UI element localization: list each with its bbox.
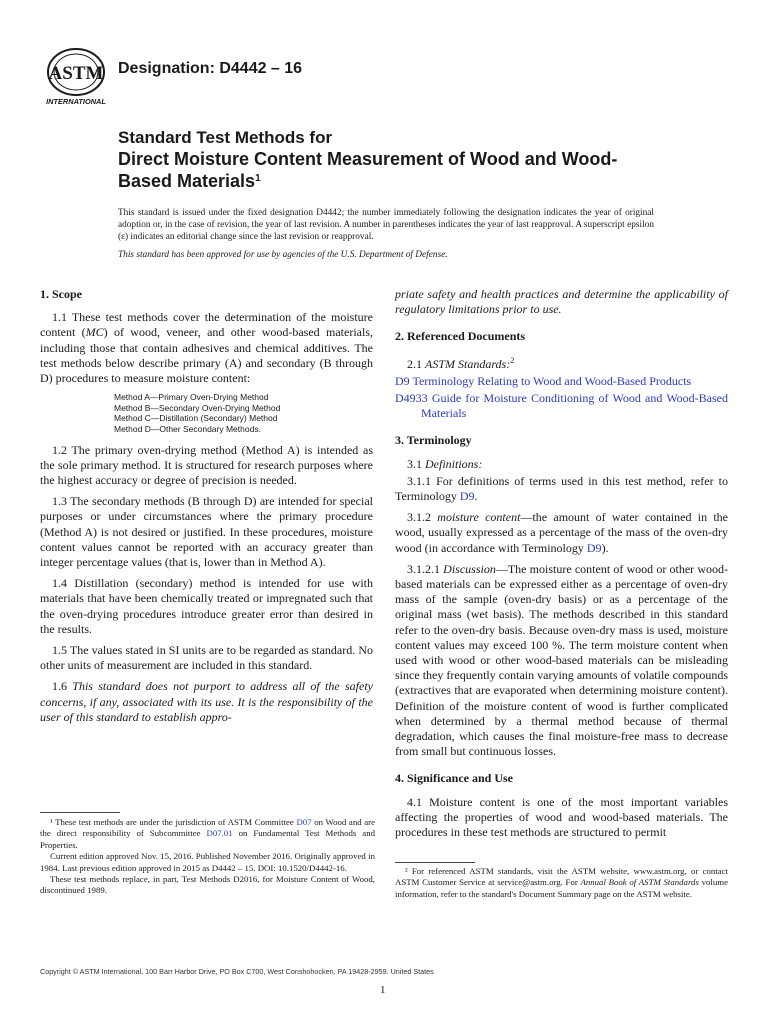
- paragraph-3-1-2: 3.1.2 moisture content—the amount of water contained in the wood, usually expressed as a percentage of the mass of the oven-dry wood (in accordance with Terminology D9).: [395, 510, 729, 555]
- footnote-rule: [40, 812, 120, 813]
- paragraph-1-6: 1.6 This standard does not purport to address all of the safety concerns, if any, associated with its use. It is the responsibility of the user of this standard to establish appro-: [40, 679, 373, 724]
- committee-link[interactable]: D07: [296, 817, 312, 827]
- section-heading-scope: 1. Scope: [40, 287, 82, 301]
- paragraph-3-1-1: 3.1.1 For definitions of terms used in this test method, refer to Terminology D9.: [395, 473, 728, 504]
- page-number: 1: [380, 984, 386, 996]
- reference-d4933: D4933 Guide for Moisture Conditioning of Wood and Wood-Based Materials: [395, 391, 729, 421]
- svg-text:INTERNATIONAL: INTERNATIONAL: [46, 97, 106, 106]
- reference-link-d4933[interactable]: D4933: [395, 391, 428, 406]
- paragraph-3-1-2-1: 3.1.2.1 Discussion—The moisture content of wood or other wood-based materials can be expressed either as a percentage of oven-dry mass of the sample (oven-dry basis) or as a percentage of the original mass (wet basis). The methods described in this standard refer to the oven-dry basis. Because oven-dry mass is used, moisture content values may exceed 100 %. The term moisture content when used with wood or other wood-based materials can be misleading since they frequently contain varying amounts of volatile compounds (extractives that are evaporated when determining moisture content). Definition of the moisture content of wood is further complicated when determined by a thermal method because of thermal degradation, which causes the final moisture-free mass to decrease from small but continuous losses.: [395, 561, 728, 759]
- right-column: [395, 287, 728, 846]
- document-title: [118, 127, 678, 192]
- title-line-2a: Direct Moisture Content Measurement of Wood and Wood-: [118, 149, 618, 169]
- terminology-link-d9[interactable]: D9: [459, 489, 475, 504]
- paragraph-1-2: 1.2 The primary oven-drying method (Method A) is intended as the sole primary method. It is structured for research purposes where the highest accuracy or degree of precision is needed.: [40, 442, 373, 487]
- svg-text:ASTM: ASTM: [48, 63, 104, 84]
- footnote-1: ¹ These test methods are under the jurisdiction of ASTM Committee D07 on Wood and are the direct responsibility of Subcommittee D07.01 on Fundamental Test Methods and Properties. Current edition approved Nov. 15, 2016. Published November 2016. Originally approved in 1984. Last previous edition approved in 2015 as D4442 – 15. DOI: 10.1520/D4442-16. These test methods replace, in part, Test Methods D2016, for Moisture Content of Wood, discontinued 1989.: [40, 817, 375, 896]
- method-item: Method C—Distillation (Secondary) Method: [114, 413, 278, 424]
- designation: Designation: D4442 – 16: [118, 60, 303, 77]
- title-line-2b: Based Materials: [118, 171, 256, 191]
- terminology-link-d9[interactable]: D9: [586, 540, 602, 555]
- copyright-notice: Copyright © ASTM International, 100 Barr Harbor Drive, PO Box C700, West Conshohocken, PA 19428-2959. United States: [40, 967, 434, 976]
- footnote-2: ² For referenced ASTM standards, visit the ASTM website, www.astm.org, or contact ASTM Customer Service at service@astm.org. For Annual Book of ASTM Standards volume information, refer to the standard's Document Summary page on the ASTM website.: [395, 866, 728, 899]
- intro-notice: This standard is issued under the fixed designation D4442; the number immediately following the designation indicates the year of original adoption or, in the case of revision, the year of last revision. A number in parentheses indicates the year of last reapproval. A superscript epsilon (ε) indicates an editorial change since the last revision or reapproval.: [118, 208, 654, 242]
- paragraph-1-1: 1.1 These test methods cover the determination of the moisture content (MC) of wood, veneer, and other wood-based materials, including those that contain adhesives and chemical additives. The test methods below describe primary (A) and secondary (B through D) procedures to measure moisture content:: [40, 310, 373, 386]
- method-item: Method D—Other Secondary Methods.: [114, 424, 261, 434]
- reference-d9: D9 Terminology Relating to Wood and Wood-Based Products: [395, 373, 692, 388]
- method-item: Method B—Secondary Oven-Drying Method: [114, 402, 281, 413]
- section-heading-significance: 4. Significance and Use: [395, 771, 514, 786]
- section-heading-referenced-documents: 2. Referenced Documents: [395, 329, 526, 344]
- methods-list: [114, 392, 373, 434]
- paragraph-1-6-continued: priate safety and health practices and determine the applicability of regulatory limitations prior to use.: [395, 287, 728, 317]
- dod-approval-note: This standard has been approved for use by agencies of the U.S. Department of Defense.: [118, 250, 448, 260]
- footnote-rule: [395, 862, 475, 863]
- reference-link-d9[interactable]: D9: [395, 373, 410, 388]
- definitions-label: 3.1 Definitions:: [407, 456, 483, 471]
- left-column: [40, 287, 373, 731]
- paragraph-1-3: 1.3 The secondary methods (B through D) are intended for special purposes or under circumstances where the primary procedure (Method A) is not desired or justified. In these procedures, moisture content values cannot be reported with an accuracy greater than integer percentage values (that is, lower than in Method A).: [40, 494, 373, 570]
- paragraph-1-4: 1.4 Distillation (secondary) method is intended for use with materials that have been chemically treated or impregnated such that the oven-drying procedures introduce greater error than desired in the results.: [40, 576, 373, 636]
- title-footnote-mark: 1: [255, 173, 261, 184]
- subcommittee-link[interactable]: D07.01: [206, 828, 233, 839]
- section-heading-terminology: 3. Terminology: [395, 433, 472, 448]
- paragraph-4-1: 4.1 Moisture content is one of the most important variables affecting the properties of wood and wood-based materials. The procedures in these test methods are structured to permit: [395, 794, 728, 840]
- paragraph-1-5: 1.5 The values stated in SI units are to be regarded as standard. No other units of measurement are included in this standard.: [40, 643, 373, 673]
- title-line-1: Standard Test Methods for: [118, 128, 333, 147]
- method-item: Method A—Primary Oven-Drying Method: [114, 392, 269, 403]
- title-line-2: [118, 148, 678, 192]
- astm-logo: [40, 48, 112, 106]
- astm-standards-label: 2.1 ASTM Standards:$^2$: [407, 355, 515, 371]
